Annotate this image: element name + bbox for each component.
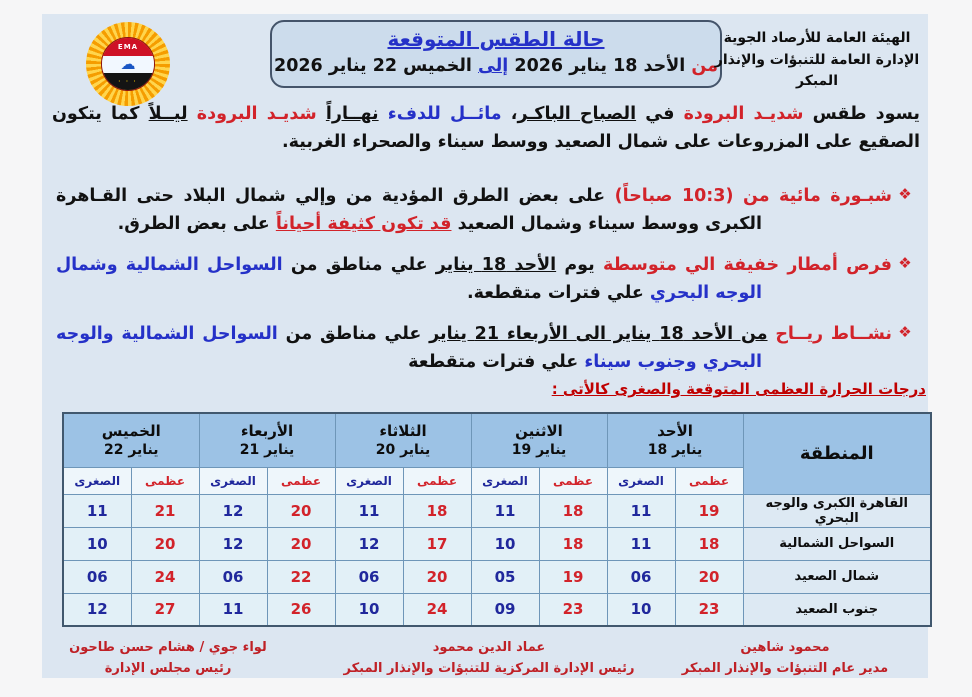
text-segment: كما يتكون الصقيع على المزروعات على شمال الصعيد ووسط سيناء والصحراء الغربية.	[52, 104, 920, 153]
max-temp-label: عظمى	[267, 467, 335, 494]
max-temp-value: 18	[675, 527, 743, 560]
signature-central-admin-head	[324, 638, 654, 680]
max-temp-value: 20	[267, 527, 335, 560]
max-temp-value: 24	[131, 560, 199, 593]
region-name: السواحل الشمالية	[743, 527, 931, 560]
max-temp-label: عظمى	[539, 467, 607, 494]
logo-text: EMA	[102, 38, 154, 56]
region-name: جنوب الصعيد	[743, 593, 931, 626]
min-temp-value: 05	[471, 560, 539, 593]
max-temp-value: 18	[539, 494, 607, 527]
max-temp-value: 19	[675, 494, 743, 527]
min-temp-value: 10	[335, 593, 403, 626]
day-name: الأحد	[657, 421, 693, 440]
signature-forecast-director	[652, 638, 918, 680]
text-segment	[379, 104, 388, 124]
org-line2: الإدارة العامة للتنبؤات والإنذار المبكر	[714, 51, 920, 90]
text-segment: من الأحد 18 يناير الى الأربعاء 21 يناير	[429, 324, 768, 344]
signatory-title: مدير عام التنبؤات والإنذار المبكر	[681, 660, 889, 676]
min-temp-label: الصغرى	[335, 467, 403, 494]
table-row	[63, 560, 931, 593]
text-segment: على بعض الطرق المؤدية من وإلي شمال البلاد حتى القـاهرة الكبرى ووسط سيناء وشمال الصعيد	[56, 186, 762, 234]
min-temp-value: 12	[63, 593, 131, 626]
report-date-range	[272, 56, 720, 76]
text-segment: علي مناطق من	[277, 324, 430, 344]
text-segment: شبـورة مائية من (10:3 صباحاً)	[605, 186, 892, 206]
day-date: 21 يناير	[239, 441, 295, 458]
day-date: 20 يناير	[375, 441, 431, 458]
max-temp-value: 18	[403, 494, 471, 527]
signatory-name: لواء جوي / هشام حسن طاحون	[69, 640, 267, 655]
min-temp-value: 10	[63, 527, 131, 560]
text-segment: يسود طقس	[803, 104, 920, 124]
text-segment: إلى	[478, 56, 509, 76]
min-temp-value: 06	[63, 560, 131, 593]
max-temp-value: 18	[539, 527, 607, 560]
cloud-icon: ☁	[120, 55, 136, 73]
bullet-rain	[52, 251, 918, 307]
max-temp-value: 26	[267, 593, 335, 626]
text-segment: يوم	[556, 255, 595, 275]
bullet-fog	[52, 182, 918, 238]
max-temp-label: عظمى	[403, 467, 471, 494]
text-segment: في	[636, 104, 684, 124]
table-row	[63, 527, 931, 560]
table-header-region: المنطقة	[743, 413, 931, 494]
signatory-title: رئيس مجلس الإدارة	[104, 660, 232, 676]
temperature-table-title: درجات الحرارة العظمى المتوقعة والصغرى كالأتى :	[551, 380, 926, 398]
table-header-day	[607, 413, 743, 467]
text-segment: علي فترات متقطعة	[408, 352, 585, 372]
text-segment: فرص أمطار خفيفة الي متوسطة	[594, 255, 892, 275]
bullet-wind	[52, 320, 918, 376]
ema-emblem-icon	[101, 37, 155, 91]
region-name: القاهرة الكبرى والوجه البحري	[743, 494, 931, 527]
min-temp-label: الصغرى	[199, 467, 267, 494]
text-segment	[317, 104, 326, 124]
table-header-row	[63, 413, 931, 467]
min-temp-value: 11	[607, 527, 675, 560]
min-temp-value: 09	[471, 593, 539, 626]
max-temp-value: 24	[403, 593, 471, 626]
text-segment: الأحد 18 يناير 2026	[508, 56, 686, 76]
min-temp-label: الصغرى	[63, 467, 131, 494]
logo-black-band: · · ·	[102, 73, 154, 90]
day-name: الثلاثاء	[379, 421, 427, 440]
min-temp-value: 10	[471, 527, 539, 560]
text-segment: شديـد البرودة	[683, 104, 804, 124]
bullet-wind-text	[52, 320, 892, 376]
min-temp-value: 11	[607, 494, 675, 527]
min-temp-value: 11	[199, 593, 267, 626]
day-name: الخميس	[101, 421, 161, 440]
text-segment: قد تكون كثيفة أحياناً	[275, 214, 452, 234]
text-segment	[188, 104, 197, 124]
weather-bulletin-document	[42, 14, 928, 678]
text-segment: ،	[501, 104, 518, 124]
text-segment: على بعض الطرق.	[117, 214, 276, 234]
min-temp-value: 12	[199, 527, 267, 560]
max-temp-value: 27	[131, 593, 199, 626]
forecast-bullet-list	[52, 182, 918, 389]
text-segment: مائــل للدفء	[387, 104, 502, 124]
text-segment: شديـد البرودة	[196, 104, 317, 124]
max-temp-value: 23	[675, 593, 743, 626]
text-segment: من	[685, 56, 718, 76]
max-temp-value: 20	[675, 560, 743, 593]
forecast-intro-paragraph	[52, 100, 920, 157]
day-date: 22 يناير	[103, 441, 159, 458]
table-header-day	[471, 413, 607, 467]
text-segment: الأحد 18 يناير	[435, 255, 557, 275]
max-temp-value: 20	[403, 560, 471, 593]
table-row	[63, 593, 931, 626]
text-segment: الخميس 22 يناير 2026	[274, 56, 479, 76]
max-temp-label: عظمى	[675, 467, 743, 494]
signatory-title: رئيس الإدارة المركزية للتنبؤات والإنذار المبكر	[343, 660, 635, 676]
text-segment: السواحل الشمالية وشمال الوجه البحري	[56, 255, 762, 303]
max-temp-label: عظمى	[131, 467, 199, 494]
diamond-bullet-icon: ❖	[898, 323, 912, 341]
diamond-bullet-icon: ❖	[898, 185, 912, 203]
day-name: الاثنين	[515, 421, 563, 440]
min-temp-label: الصغرى	[471, 467, 539, 494]
text-segment: ليــلاً	[148, 104, 188, 124]
min-temp-value: 12	[199, 494, 267, 527]
text-segment: السواحل الشمالية والوجه البحري وجنوب سيناء	[56, 324, 762, 372]
text-segment: علي فترات متقطعة.	[466, 283, 650, 303]
text-segment: نشــاط ريــاح	[767, 324, 892, 344]
min-temp-value: 11	[63, 494, 131, 527]
max-temp-value: 23	[539, 593, 607, 626]
text-segment: الصباح الباكـر	[517, 104, 637, 124]
min-temp-value: 11	[335, 494, 403, 527]
table-header-day	[63, 413, 199, 467]
region-name: شمال الصعيد	[743, 560, 931, 593]
day-date: 19 يناير	[511, 441, 567, 458]
min-temp-label: الصغرى	[607, 467, 675, 494]
day-name: الأربعاء	[240, 421, 294, 440]
table-header-day	[335, 413, 471, 467]
min-temp-value: 11	[471, 494, 539, 527]
max-temp-value: 20	[131, 527, 199, 560]
signatory-name: محمود شاهين	[740, 640, 830, 655]
report-title: حالة الطقس المتوقعة	[387, 27, 605, 51]
organization-name	[708, 28, 926, 93]
ema-logo-icon	[86, 22, 170, 106]
signature-board-chairman	[50, 638, 286, 680]
report-title-box	[270, 20, 722, 88]
signatory-name: عماد الدين محمود	[432, 640, 546, 655]
table-row	[63, 494, 931, 527]
bullet-fog-text	[52, 182, 892, 238]
text-segment: علي مناطق من	[282, 255, 436, 275]
table-header-day	[199, 413, 335, 467]
max-temp-value: 17	[403, 527, 471, 560]
diamond-bullet-icon: ❖	[898, 254, 912, 272]
min-temp-value: 10	[607, 593, 675, 626]
temperature-table	[62, 412, 932, 627]
bullet-rain-text	[52, 251, 892, 307]
max-temp-value: 21	[131, 494, 199, 527]
max-temp-value: 19	[539, 560, 607, 593]
org-line1: الهيئة العامة للأرصاد الجوية	[723, 30, 911, 46]
day-date: 18 يناير	[647, 441, 703, 458]
min-temp-value: 12	[335, 527, 403, 560]
text-segment: نهــاراً	[325, 104, 379, 124]
max-temp-value: 20	[267, 494, 335, 527]
min-temp-value: 06	[199, 560, 267, 593]
logo-white-band	[102, 56, 154, 74]
min-temp-value: 06	[607, 560, 675, 593]
max-temp-value: 22	[267, 560, 335, 593]
min-temp-value: 06	[335, 560, 403, 593]
